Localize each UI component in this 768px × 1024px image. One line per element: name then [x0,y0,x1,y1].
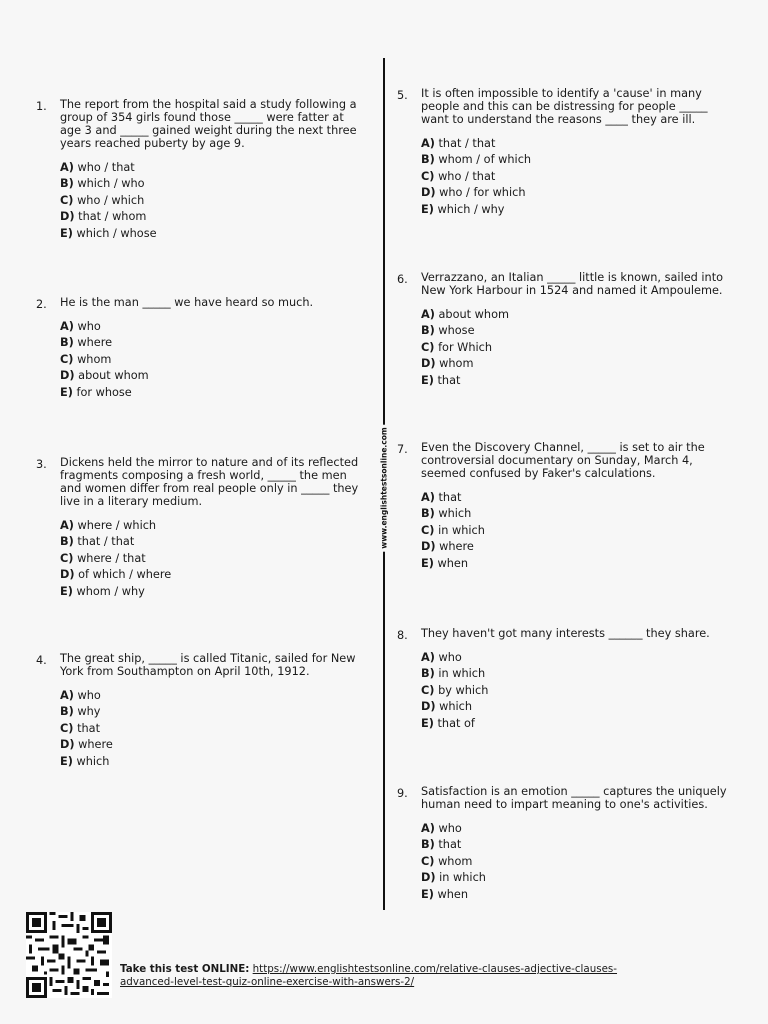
question-8 [397,627,731,732]
answer-option-c[interactable]: C) where / that [60,551,146,565]
answer-option-b[interactable]: B) which [421,507,472,521]
answer-option-a[interactable]: A) about whom [421,308,510,321]
answer-option-b[interactable]: B) where [60,336,113,350]
question-text: Dickens held the mirror to nature and of its reflected fragments composing a fresh world, _____ the men and women differ from real people only in _____ they live in a literary medium. [60,456,359,508]
answer-options [421,650,731,732]
footer-label: Take this test ONLINE: [120,963,250,975]
answer-option-e[interactable]: E) which / why [421,202,505,216]
answer-options [60,518,370,600]
footer-online-link [120,963,680,988]
vertical-site-url: www.englishtestsonline.com [380,424,389,551]
answer-options [421,307,731,389]
answer-option-e[interactable]: E) which / whose [60,226,157,240]
answer-option-b[interactable]: B) why [60,705,101,719]
answer-option-c[interactable]: C) who / which [60,193,145,207]
answer-option-a[interactable]: A) where / which [60,519,157,532]
answer-option-b[interactable]: B) whose [421,324,475,338]
question-number: 3. [36,458,47,471]
answer-option-d[interactable]: D) that / whom [60,210,147,224]
answer-option-a[interactable]: A) who [60,320,101,333]
question-number: 4. [36,654,47,667]
answer-option-c[interactable]: C) for Which [421,340,493,354]
answer-option-b[interactable]: B) that / that [60,535,135,549]
answer-option-e[interactable]: E) whom / why [60,584,145,598]
question-text: The great ship, _____ is called Titanic, sailed for New York from Southampton on April 10th, 1912. [60,652,356,678]
answer-option-e[interactable]: E) when [421,556,468,570]
question-number: 9. [397,787,408,800]
question-text: Even the Discovery Channel, _____ is set to air the controversial documentary on Sunday, March 4, seemed confused by Faker's calculations. [421,441,705,480]
question-9 [397,785,731,903]
question-4 [36,652,370,770]
answer-option-c[interactable]: C) whom [60,352,112,366]
question-number: 5. [397,89,408,102]
question-text: Satisfaction is an emotion _____ captures the uniquely human need to impart meaning to one's activities. [421,785,727,811]
question-text: They haven't got many interests ______ they share. [421,627,710,640]
answer-options [60,319,370,401]
qr-code-icon [24,912,114,998]
answer-option-d[interactable]: D) where [421,540,474,554]
question-text: The report from the hospital said a study following a group of 354 girls found those _____ were fatter at age 3 and _____ gained weight during the next three years reached puberty by age 9. [60,98,357,150]
question-number: 6. [397,273,408,286]
question-text: He is the man _____ we have heard so much. [60,296,314,309]
answer-option-b[interactable]: B) in which [421,667,486,681]
answer-options [421,821,731,903]
question-3 [36,456,370,600]
answer-option-d[interactable]: D) who / for which [421,186,526,200]
question-1 [36,98,370,242]
answer-option-e[interactable]: E) for whose [60,385,132,399]
answer-option-b[interactable]: B) that [421,838,462,852]
answer-option-d[interactable]: D) which [421,700,473,714]
answer-option-e[interactable]: E) when [421,887,468,901]
answer-option-c[interactable]: C) who / that [421,169,496,183]
answer-option-a[interactable]: A) who [421,822,462,835]
question-text: Verrazzano, an Italian _____ little is known, sailed into New York Harbour in 1524 and named it Ampouleme. [421,271,724,297]
question-6 [397,271,731,389]
answer-option-d[interactable]: D) whom [421,357,474,371]
answer-option-e[interactable]: E) that [421,373,461,387]
answer-option-d[interactable]: D) where [60,738,113,752]
question-5 [397,87,731,218]
answer-options [421,136,731,218]
answer-option-c[interactable]: C) that [60,721,101,735]
answer-option-d[interactable]: D) of which / where [60,568,172,582]
question-number: 2. [36,298,47,311]
answer-option-a[interactable]: A) who / that [60,161,135,174]
answer-option-b[interactable]: B) which / who [60,177,145,191]
question-number: 1. [36,100,47,113]
answer-option-c[interactable]: C) by which [421,683,489,697]
question-text: It is often impossible to identify a 'cause' in many people and this can be distressing for people _____ want to understand the reasons ____ they are ill. [421,87,708,126]
answer-option-a[interactable]: A) that / that [421,137,496,150]
question-number: 7. [397,443,408,456]
question-7 [397,441,731,572]
answer-option-a[interactable]: A) who [60,689,101,702]
answer-option-c[interactable]: C) in which [421,523,485,537]
question-2 [36,296,370,401]
answer-options [60,160,370,242]
question-number: 8. [397,629,408,642]
answer-option-a[interactable]: A) who [421,651,462,664]
answer-option-a[interactable]: A) that [421,491,462,504]
answer-option-e[interactable]: E) which [60,754,110,768]
answer-option-d[interactable]: D) about whom [60,369,149,383]
test-url-link[interactable]: https://www.englishtestsonline.com/relative-clauses-adjective-clauses- advanced-level-test-quiz-online-exercise-with-answers-2/ [120,963,618,988]
answer-option-c[interactable]: C) whom [421,854,473,868]
answer-option-b[interactable]: B) whom / of which [421,153,532,167]
answer-options [60,688,370,770]
answer-option-e[interactable]: E) that of [421,716,475,730]
answer-option-d[interactable]: D) in which [421,871,486,885]
answer-options [421,490,731,572]
